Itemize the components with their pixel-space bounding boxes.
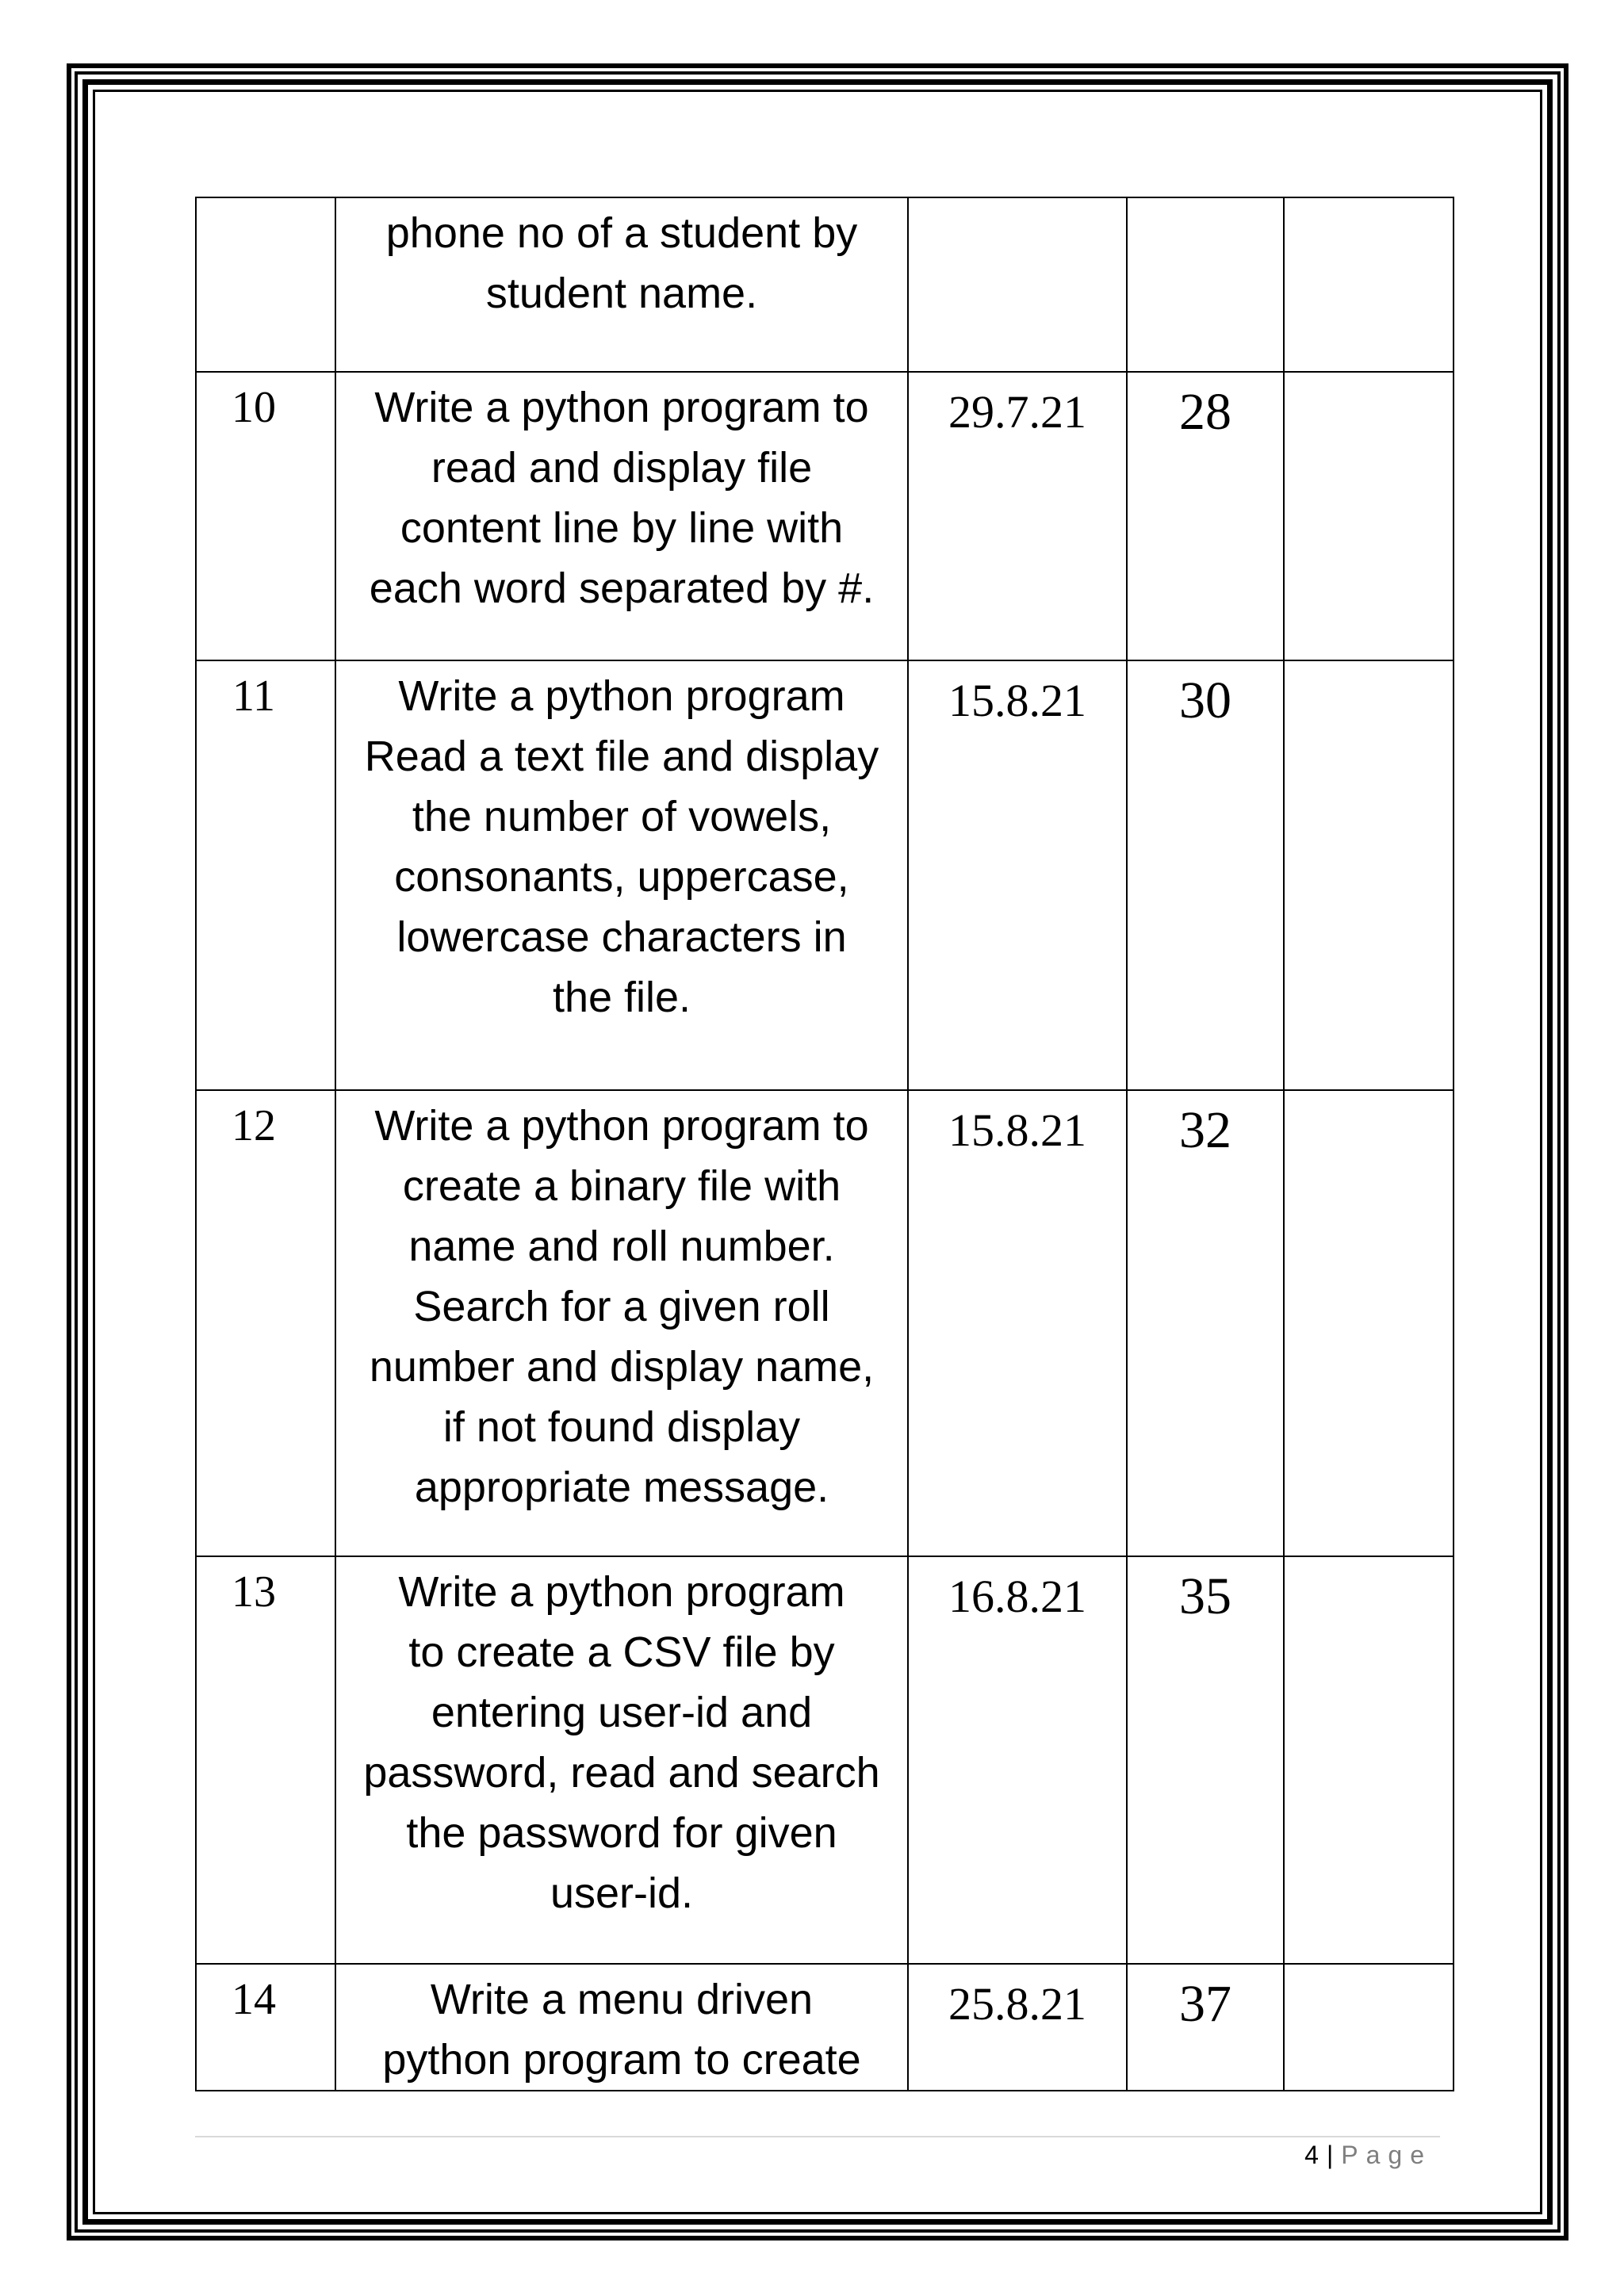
program-description-cell [335,372,908,660]
practical-index-table [195,197,1454,2091]
date-cell: 25.8.21 [908,1964,1127,2091]
description-line: number and display name, [369,1343,875,1391]
signature-cell [1284,197,1454,372]
program-description-cell [335,660,908,1090]
description-line: Write a python program [398,672,845,720]
description-line: Write a python program [398,1568,845,1616]
description-line: appropriate message. [414,1464,829,1511]
description-line: if not found display [442,1403,801,1451]
date-cell [908,197,1127,372]
footer-page-label: Page [1341,2141,1432,2169]
table-row [196,1964,1454,2091]
footer-page-number: 4 [1304,2141,1319,2169]
page-number-cell [1127,197,1284,372]
page-number-cell: 37 [1127,1964,1284,2091]
serial-number-cell: 14 [196,1964,335,2091]
program-description-cell [335,1964,908,2091]
table-row [196,372,1454,660]
description-line: to create a CSV file by [408,1628,835,1676]
description-line: user-id. [550,1869,694,1917]
description-line: phone no of a student by [385,209,858,257]
description-line: each word separated by #. [369,564,875,612]
signature-cell [1284,660,1454,1090]
description-line: the password for given [406,1809,837,1857]
description-line: name and roll number. [408,1223,835,1270]
date-cell: 16.8.21 [908,1556,1127,1964]
program-description-cell [335,1090,908,1556]
description-line: content line by line with [400,504,844,552]
description-line: password, read and search [363,1749,880,1797]
description-line: read and display file [431,444,813,492]
description-line: Write a python program to [374,1102,869,1150]
date-cell: 15.8.21 [908,1090,1127,1556]
serial-number-cell: 11 [196,660,335,1090]
serial-number-cell: 12 [196,1090,335,1556]
description-line: the file. [552,974,691,1021]
description-line: Search for a given roll [413,1283,830,1330]
description-line: student name. [485,270,758,317]
description-line: Write a python program to [374,384,869,431]
description-line: the number of vowels, [412,793,832,840]
page-footer [1304,2141,1432,2170]
description-line: consonants, uppercase, [394,853,849,901]
page-number-cell: 32 [1127,1090,1284,1556]
program-description-cell [335,1556,908,1964]
date-cell: 29.7.21 [908,372,1127,660]
description-line: Write a menu driven [430,1976,814,2023]
serial-number-cell [196,197,335,372]
description-line: lowercase characters in [396,913,847,961]
serial-number-cell: 10 [196,372,335,660]
program-description-cell [335,197,908,372]
table-row [196,660,1454,1090]
table-row [196,1556,1454,1964]
description-line: entering user-id and [431,1689,813,1736]
footer-separator: | [1326,2141,1334,2169]
table-row [196,197,1454,372]
signature-cell [1284,372,1454,660]
signature-cell [1284,1964,1454,2091]
footer-divider [195,2136,1440,2137]
page-number-cell: 28 [1127,372,1284,660]
date-cell: 15.8.21 [908,660,1127,1090]
description-line: Read a text file and display [364,733,879,780]
signature-cell [1284,1090,1454,1556]
serial-number-cell: 13 [196,1556,335,1964]
signature-cell [1284,1556,1454,1964]
table-row [196,1090,1454,1556]
page-number-cell: 35 [1127,1556,1284,1964]
description-line: create a binary file with [402,1162,841,1210]
description-line: python program to create [382,2036,861,2084]
page-number-cell: 30 [1127,660,1284,1090]
